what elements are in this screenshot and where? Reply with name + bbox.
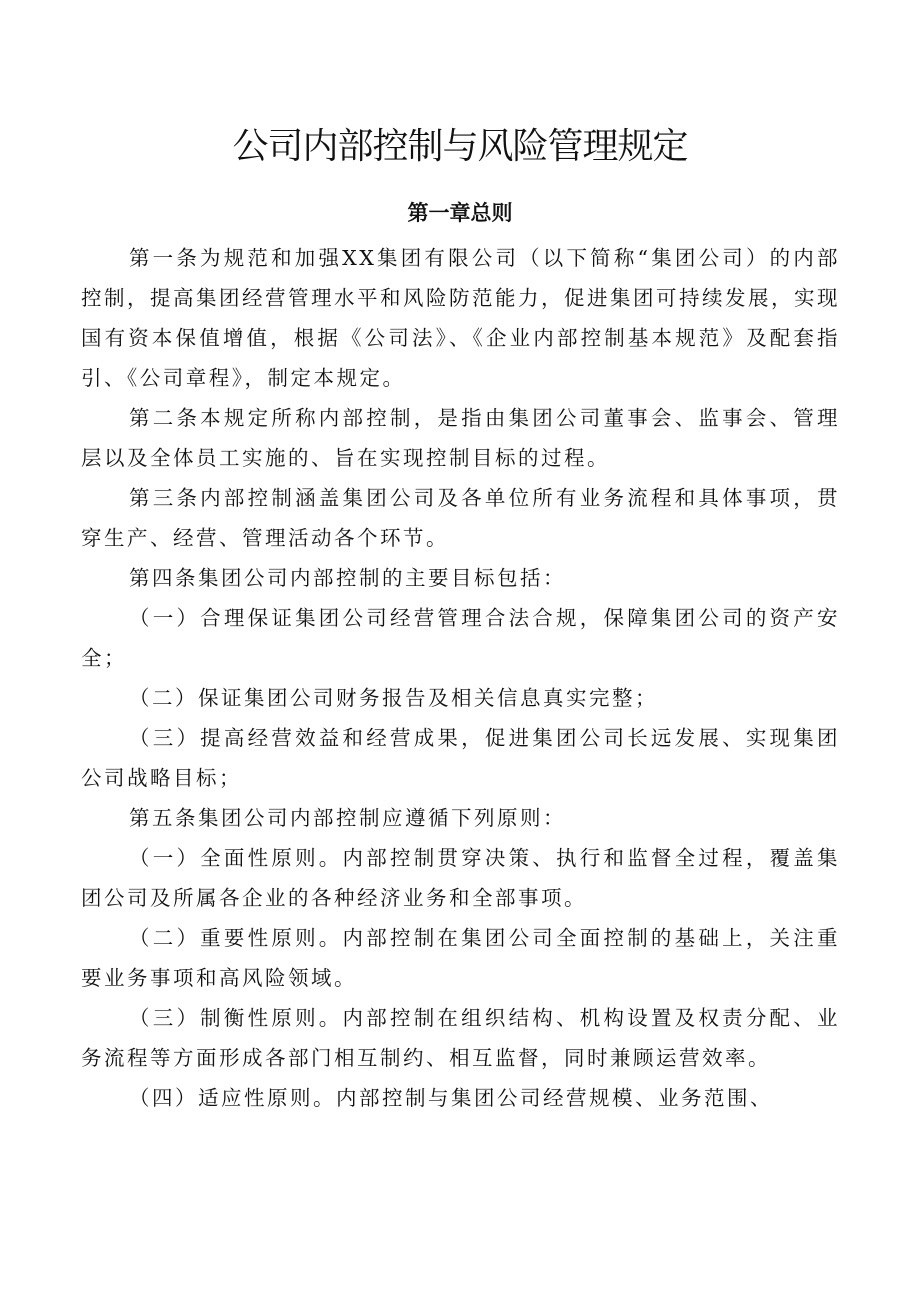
article-4-item-3: （三）提高经营效益和经营成果，促进集团公司长远发展、实现集团公司战略目标； <box>81 726 840 790</box>
article-4: 第四条集团公司内部控制的主要目标包括： <box>129 566 566 590</box>
article-5: 第五条集团公司内部控制应遵循下列原则： <box>129 806 566 830</box>
document-body <box>81 238 840 1118</box>
document-title: 公司内部控制与风险管理规定 <box>232 126 688 167</box>
article-5-item-1: （一）全面性原则。内部控制贯穿决策、执行和监督全过程，覆盖集团公司及所属各企业的各种经济业务和全部事项。 <box>81 846 840 910</box>
article-5-item-2: （二）重要性原则。内部控制在集团公司全面控制的基础上，关注重要业务事项和高风险领域。 <box>81 926 840 990</box>
article-3: 第三条内部控制涵盖集团公司及各单位所有业务流程和具体事项，贯穿生产、经营、管理活动各个环节。 <box>81 486 840 550</box>
article-5-item-3: （三）制衡性原则。内部控制在组织结构、机构设置及权责分配、业务流程等方面形成各部门相互制约、相互监督，同时兼顾运营效率。 <box>81 1006 840 1070</box>
article-2: 第二条本规定所称内部控制，是指由集团公司董事会、监事会、管理层以及全体员工实施的、旨在实现控制目标的过程。 <box>81 406 840 470</box>
article-4-item-1: （一）合理保证集团公司经营管理合法合规，保障集团公司的资产安全； <box>81 606 840 670</box>
article-1: 第一条为规范和加强XX集团有限公司（以下简称“集团公司）的内部控制，提高集团经营管理水平和风险防范能力，促进集团可持续发展，实现国有资本保值增值，根据《公司法》、《企业内部控制基本规范》及配套指引、《公司章程》，制定本规定。 <box>81 246 840 390</box>
article-4-item-2: （二）保证集团公司财务报告及相关信息真实完整； <box>129 686 658 710</box>
article-5-item-4: （四）适应性原则。内部控制与集团公司经营规模、业务范围、 <box>129 1086 773 1110</box>
chapter-heading: 第一章总则 <box>407 201 513 225</box>
